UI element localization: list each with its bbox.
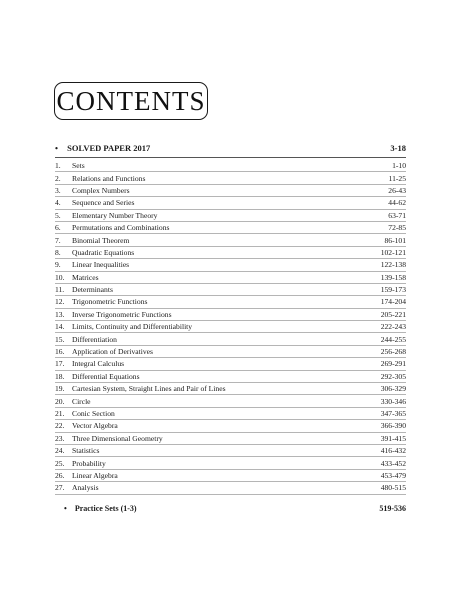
toc-chapter-number: 14. bbox=[55, 322, 65, 332]
toc-page-range: 1-10 bbox=[392, 161, 406, 171]
toc-page-range: 86-101 bbox=[384, 235, 406, 245]
toc-page-range: 63-71 bbox=[388, 210, 406, 220]
toc-chapter-number: 26. bbox=[55, 470, 65, 480]
toc-page-range: 416-432 bbox=[380, 446, 406, 456]
toc-chapter-title: Circle bbox=[72, 396, 91, 406]
toc-page-range: 453-479 bbox=[380, 470, 406, 480]
toc-row bbox=[55, 234, 406, 246]
toc-chapter-number: 21. bbox=[55, 409, 65, 418]
toc-row bbox=[55, 197, 406, 209]
toc-chapter-title: Linear Inequalities bbox=[72, 260, 130, 270]
toc-row bbox=[55, 309, 406, 321]
toc-row bbox=[55, 470, 406, 482]
toc-chapter-number: 18. bbox=[55, 371, 65, 381]
toc-row bbox=[55, 185, 406, 197]
toc-chapter-number: 12. bbox=[55, 297, 65, 307]
toc-chapter-title: Linear Algebra bbox=[72, 470, 118, 480]
toc-row bbox=[55, 272, 406, 284]
practice-sets-label: Practice Sets (1-3) bbox=[74, 504, 137, 513]
toc-chapter-number: 22. bbox=[55, 421, 65, 431]
toc-page-range: 174-204 bbox=[380, 297, 406, 307]
toc-chapter-title: Cartesian System, Straight Lines and Pair of Lines bbox=[72, 384, 226, 394]
toc-list bbox=[55, 160, 406, 495]
toc-row bbox=[55, 395, 406, 407]
toc-chapter-title: Relations and Functions bbox=[72, 173, 146, 183]
toc-chapter-title: Elementary Number Theory bbox=[72, 210, 158, 220]
toc-page-range: 480-515 bbox=[380, 483, 406, 493]
practice-sets-title-wrap bbox=[64, 504, 137, 513]
toc-chapter-number: 13. bbox=[55, 309, 65, 319]
solved-paper-pages: 3-18 bbox=[390, 143, 406, 153]
toc-chapter-title: Binomial Theorem bbox=[72, 235, 130, 245]
bullet-icon: • bbox=[55, 143, 58, 153]
toc-chapter-title: Sequence and Series bbox=[72, 198, 135, 208]
toc-page-range: 366-390 bbox=[380, 421, 406, 431]
toc-chapter-number: 6. bbox=[55, 223, 61, 233]
toc-chapter-number: 2. bbox=[55, 173, 61, 183]
toc-page-range: 139-158 bbox=[380, 272, 406, 282]
contents-heading: CONTENTS bbox=[56, 85, 206, 116]
toc-chapter-title: Quadratic Equations bbox=[72, 247, 135, 257]
toc-chapter-number: 1. bbox=[55, 161, 61, 171]
divider bbox=[55, 157, 406, 158]
toc-row bbox=[55, 358, 406, 370]
toc-chapter-title: Statistics bbox=[72, 446, 100, 456]
toc-row bbox=[55, 371, 406, 383]
contents-heading-box bbox=[54, 82, 208, 120]
toc-chapter-title: Differential Equations bbox=[72, 371, 140, 381]
toc-chapter-title: Limits, Continuity and Differentiability bbox=[72, 322, 193, 332]
toc-page-range: 205-221 bbox=[380, 309, 406, 319]
toc-row bbox=[55, 160, 406, 172]
toc-chapter-number: 23. bbox=[55, 433, 65, 443]
practice-sets-row bbox=[64, 504, 406, 513]
toc-row bbox=[55, 247, 406, 259]
toc-chapter-title: Three Dimensional Geometry bbox=[72, 433, 163, 443]
toc-page-range: 292-305 bbox=[380, 371, 406, 381]
toc-chapter-title: Probability bbox=[72, 458, 106, 468]
toc-chapter-number: 20. bbox=[55, 396, 65, 406]
toc-chapter-number: 3. bbox=[55, 185, 61, 195]
practice-sets-pages: 519-536 bbox=[379, 504, 406, 513]
toc-chapter-title: Determinants bbox=[72, 285, 113, 295]
toc-page-range: 306-329 bbox=[380, 384, 406, 394]
toc-chapter-title: Permutations and Combinations bbox=[72, 223, 170, 233]
solved-paper-label: SOLVED PAPER 2017 bbox=[67, 143, 151, 153]
toc-chapter-number: 10. bbox=[55, 272, 65, 282]
toc-row bbox=[55, 172, 406, 184]
toc-chapter-number: 4. bbox=[55, 198, 61, 208]
bullet-icon: • bbox=[64, 504, 67, 513]
toc-page-range: 44-62 bbox=[388, 198, 406, 208]
toc-page-range: 391-415 bbox=[380, 433, 406, 443]
toc-chapter-title: Vector Algebra bbox=[72, 421, 118, 431]
toc-row bbox=[55, 445, 406, 457]
toc-chapter-title: Application of Derivatives bbox=[72, 347, 153, 357]
toc-row bbox=[55, 333, 406, 345]
toc-chapter-number: 19. bbox=[55, 384, 65, 394]
toc-row bbox=[55, 433, 406, 445]
toc-chapter-title: Conic Section bbox=[72, 409, 115, 418]
toc-page-range: 330-346 bbox=[380, 396, 406, 406]
solved-paper-title-wrap bbox=[55, 143, 150, 153]
toc-page-range: 159-173 bbox=[380, 285, 406, 295]
toc-chapter-number: 8. bbox=[55, 247, 61, 257]
toc-chapter-number: 25. bbox=[55, 458, 65, 468]
toc-row bbox=[55, 383, 406, 395]
toc-chapter-title: Complex Numbers bbox=[72, 185, 130, 195]
toc-chapter-title: Integral Calculus bbox=[72, 359, 125, 369]
toc-chapter-number: 15. bbox=[55, 334, 65, 344]
toc-row bbox=[55, 346, 406, 358]
toc-page-range: 347-365 bbox=[380, 409, 406, 418]
toc-chapter-number: 5. bbox=[55, 210, 61, 220]
toc-row bbox=[55, 284, 406, 296]
toc-row bbox=[55, 210, 406, 222]
toc-row bbox=[55, 222, 406, 234]
toc-chapter-title: Analysis bbox=[72, 483, 99, 493]
toc-page-range: 244-255 bbox=[380, 334, 406, 344]
toc-chapter-number: 16. bbox=[55, 347, 65, 357]
solved-paper-row bbox=[55, 143, 406, 153]
toc-chapter-number: 27. bbox=[55, 483, 65, 493]
toc-row bbox=[55, 457, 406, 469]
toc-row bbox=[55, 482, 406, 494]
toc-page-range: 433-452 bbox=[380, 458, 406, 468]
toc-chapter-title: Inverse Trigonometric Functions bbox=[72, 309, 172, 319]
toc-page-range: 72-85 bbox=[388, 223, 406, 233]
toc-page-range: 122-138 bbox=[380, 260, 406, 270]
toc-page-range: 26-43 bbox=[388, 185, 406, 195]
toc-row bbox=[55, 321, 406, 333]
toc-row bbox=[55, 296, 406, 308]
toc-chapter-title: Sets bbox=[72, 161, 85, 171]
toc-chapter-number: 11. bbox=[55, 285, 65, 295]
toc-page-range: 11-25 bbox=[388, 173, 406, 183]
toc-chapter-number: 7. bbox=[55, 235, 61, 245]
toc-chapter-number: 9. bbox=[55, 260, 61, 270]
toc-page-range: 269-291 bbox=[380, 359, 406, 369]
toc-chapter-number: 24. bbox=[55, 446, 65, 456]
toc-chapter-title: Matrices bbox=[72, 272, 99, 282]
toc-page-range: 222-243 bbox=[380, 322, 406, 332]
toc-row bbox=[55, 420, 406, 432]
toc-row bbox=[55, 259, 406, 271]
toc-chapter-title: Differentiation bbox=[72, 334, 117, 344]
toc-chapter-title: Trigonometric Functions bbox=[72, 297, 148, 307]
toc-row bbox=[55, 408, 406, 420]
toc-chapter-number: 17. bbox=[55, 359, 65, 369]
toc-page-range: 256-268 bbox=[380, 347, 406, 357]
toc-page-range: 102-121 bbox=[380, 247, 406, 257]
